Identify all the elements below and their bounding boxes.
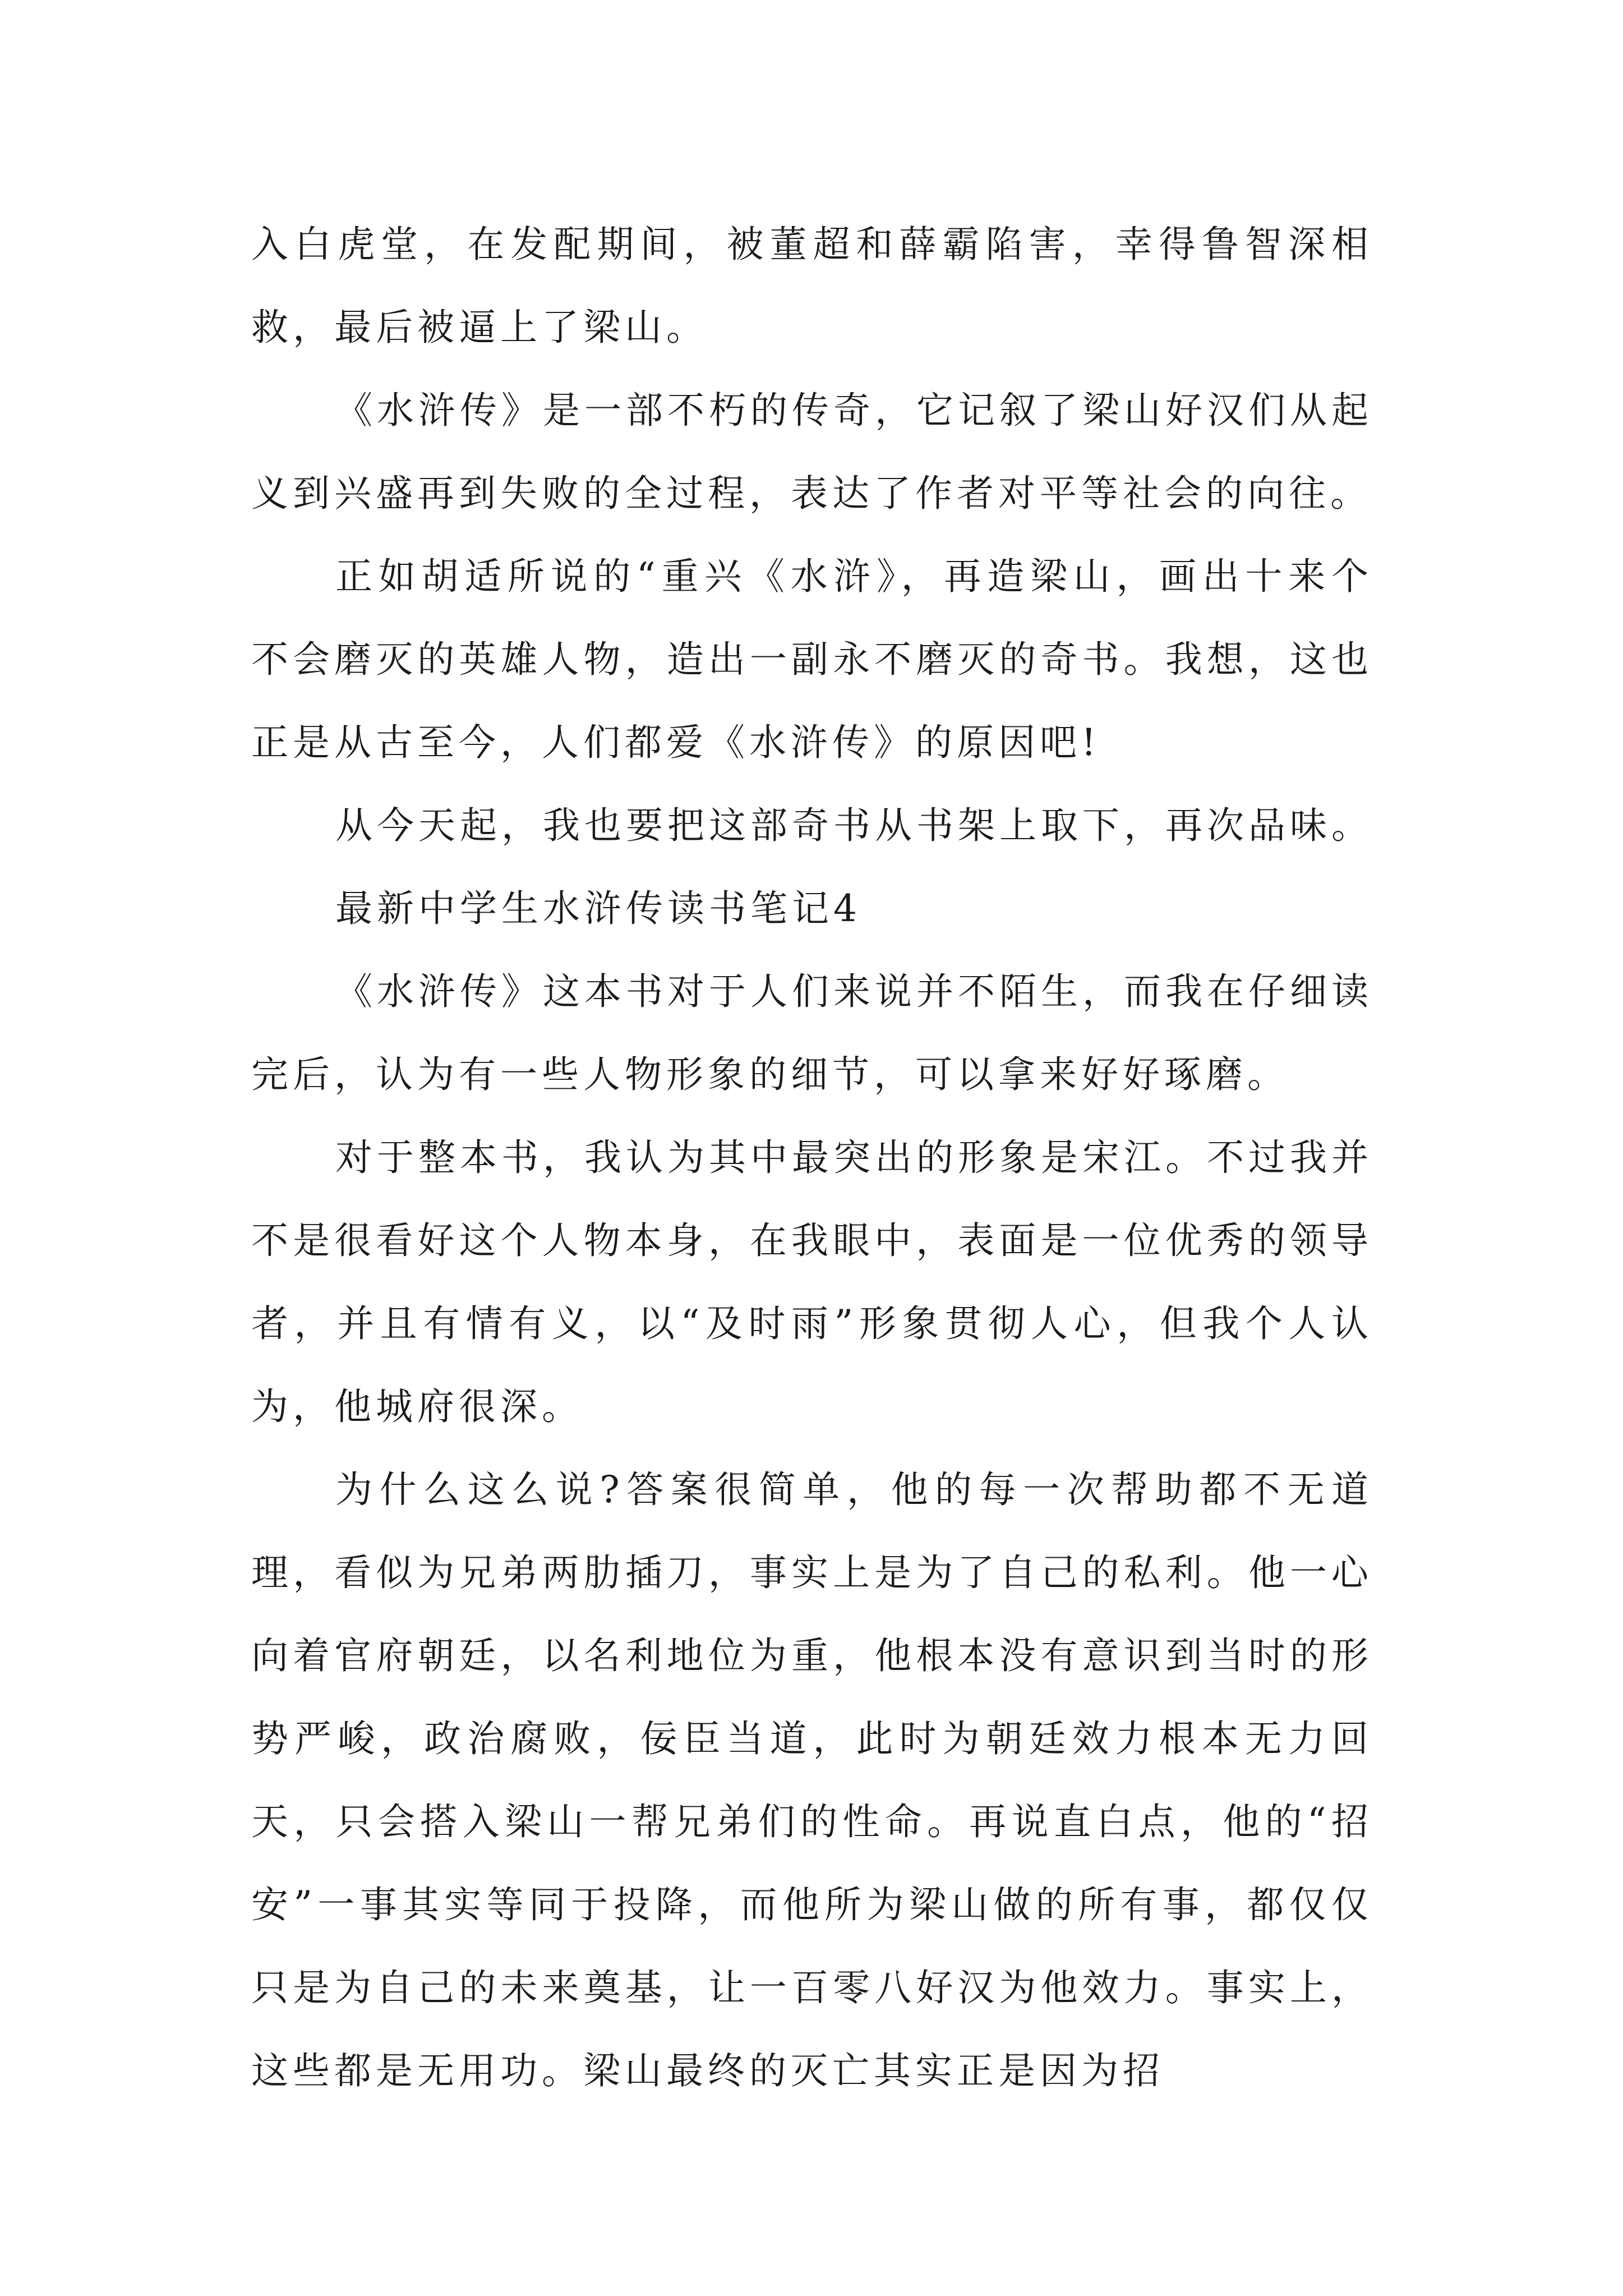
- paragraph-song-jiang: 对于整本书，我认为其中最突出的形象是宋江。不过我并不是很看好这个人物本身，在我眼中，表面是一位优秀的领导者，并且有情有义，以“及时雨”形象贯彻人心，但我个人认为，他城府很深。: [251, 1136, 1373, 1428]
- paragraph-summary: 《水浒传》是一部不朽的传奇，它记叙了梁山好汉们从起义到兴盛再到失败的全过程，表达了作者对平等社会的向往。: [251, 389, 1373, 515]
- section-heading: 最新中学生水浒传读书笔记4: [335, 887, 861, 930]
- paragraph-intro: 《水浒传》这本书对于人们来说并不陌生，而我在仔细读完后，认为有一些人物形象的细节，可以拿来好好琢磨。: [251, 970, 1373, 1096]
- paragraph-continuation: 入白虎堂，在发配期间，被董超和薛霸陷害，幸得鲁智深相救，最后被逼上了梁山。: [251, 223, 1373, 349]
- paragraph-hu-shi-quote: 正如胡适所说的“重兴《水浒》，再造梁山，画出十来个不会磨灭的英雄人物，造出一副永不磨灭的奇书。我想，这也正是从古至今，人们都爱《水浒传》的原因吧!: [251, 555, 1373, 764]
- paragraph-analysis: 为什么这么说?答案很简单，他的每一次帮助都不无道理，看似为兄弟两肋插刀，事实上是为了自己的私利。他一心向着官府朝廷，以名利地位为重，他根本没有意识到当时的形势严峻，政治腐败，佞臣当道，此时为朝廷效力根本无力回天，只会搭入梁山一帮兄弟们的性命。再说直白点，他的“招安”一事其实等同于投降，而他所为梁山做的所有事，都仅仅只是为自己的未来奠基，让一百零八好汉为他效力。事实上，这些都是无用功。梁山最终的灭亡其实正是因为招: [251, 1468, 1373, 2092]
- document-page: [251, 203, 1373, 2113]
- paragraph-closing: 从今天起，我也要把这部奇书从书架上取下，再次品味。: [335, 804, 1373, 847]
